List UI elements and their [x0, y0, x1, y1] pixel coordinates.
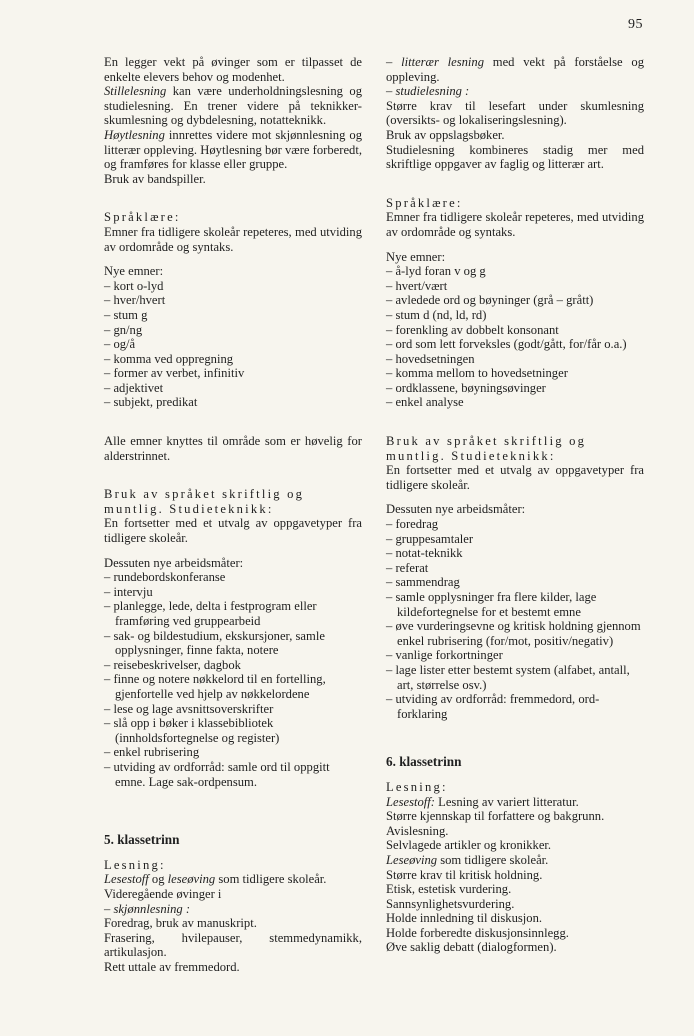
og-word: og: [148, 872, 168, 887]
list-item: – foredrag: [386, 517, 644, 532]
list-item: – stum g: [104, 308, 362, 323]
list-item: – subjekt, predikat: [104, 395, 362, 410]
list-item: – samle opplysninger fra flere kilder, lage kildefortegnelse for et bestemt emne: [386, 590, 644, 619]
bruk-heading: Bruk av språket skriftlig og muntlig. Studieteknikk:: [104, 487, 305, 516]
hoytlesning-term: Høytlesning: [104, 127, 165, 142]
list-item: – lage lister etter bestemt system (alfabet, antall, art, størrelse osv.): [386, 663, 644, 692]
list-item: – gruppesamtaler: [386, 532, 644, 547]
list-item: – utviding av ordforråd: samle ord til oppgitt emne. Lage sak-ordpensum.: [104, 760, 362, 789]
stillelesning-paragraph: [104, 84, 362, 128]
text-line: Holde forberedte diskusjonsinnlegg.: [386, 925, 569, 940]
hoytlesning-text: innrettes videre mot skjønnlesning og litterær oppleving. Høytlesning bør være forberedt, og framføres for klasse eller gruppe.: [104, 127, 362, 172]
text-line: Større kjennskap til forfattere og bakgrunn.: [386, 809, 605, 824]
spraklaere-heading: Språklære:: [386, 195, 463, 210]
list-item: – reisebeskrivelser, dagbok: [104, 658, 362, 673]
lesestoff-term: Lesestoff: [104, 872, 149, 887]
leseoving-term: Leseøving: [386, 852, 438, 867]
rett-uttale-line: Rett uttale av fremmedord.: [104, 959, 240, 974]
list-item: – planlegge, lede, delta i festprogram eller framføring ved gruppearbeid: [104, 599, 362, 628]
page-number: 95: [628, 17, 643, 32]
list-item: – komma mellom to hovedsetninger: [386, 366, 644, 381]
leseoving-term: leseøving: [167, 872, 216, 887]
list-item: – vanlige forkortninger: [386, 648, 644, 663]
klasse5-heading: 5. klassetrinn: [104, 832, 180, 848]
alle-emner-text: Alle emner knyttes til område som er høvelig for alderstrinnet.: [104, 434, 362, 463]
nye-emner-list: [104, 279, 362, 410]
bruk-text: En fortsetter med et utvalg av oppgavetyper fra tidligere skoleår.: [386, 463, 644, 492]
right-column: [386, 55, 644, 955]
list-item: – gn/ng: [104, 323, 362, 338]
skjonnlesning-term: – skjønnlesning :: [104, 901, 191, 916]
list-item: – finne og notere nøkkelord til en fortelling, gjenfortelle ved hjelp av nøkkelordene: [104, 672, 362, 701]
list-item: – slå opp i bøker i klassebibliotek (innholdsfortegnelse og register): [104, 716, 362, 745]
list-item: – hovedsetningen: [386, 352, 644, 367]
bandspiller-line: Bruk av bandspiller.: [104, 171, 206, 186]
list-item: – og/å: [104, 337, 362, 352]
lesestoff-term: Lesestoff:: [386, 794, 435, 809]
lesning-heading: Lesning:: [386, 779, 448, 794]
videregaende-line: Videregående øvinger i: [104, 886, 222, 901]
list-item: – sammendrag: [386, 575, 644, 590]
list-item: – rundebordskonferanse: [104, 570, 362, 585]
list-item: – ordklassene, bøyningsøvinger: [386, 381, 644, 396]
lesestoff-text: som tidligere skoleår.: [215, 872, 327, 887]
nye-emner-list: [386, 264, 644, 410]
nye-emner-heading: Nye emner:: [104, 264, 164, 279]
litterar-line: [386, 55, 644, 84]
nye-emner-heading: Nye emner:: [386, 249, 446, 264]
text-line: Avislesning.: [386, 823, 449, 838]
list-item: – adjektivet: [104, 381, 362, 396]
bruk-heading: Bruk av språket skriftlig og muntlig. Studieteknikk:: [386, 434, 587, 463]
leseoving-line: [386, 853, 644, 868]
list-item: – øve vurderingsevne og kritisk holdning gjennom enkel rubrisering (for/mot, positiv/negativ): [386, 619, 644, 648]
spraklaere-text: Emner fra tidligere skoleår repeteres, med utviding av ordområde og syntaks.: [104, 224, 362, 254]
lesestoff-line: [104, 872, 362, 887]
text-line: Holde innledning til diskusjon.: [386, 911, 543, 926]
spraklaere-text: Emner fra tidligere skoleår repeteres, med utviding av ordområde og syntaks.: [386, 210, 644, 239]
litterar-text: med vekt på forståelse og oppleving.: [386, 55, 644, 84]
text-line: Større krav til kritisk holdning.: [386, 867, 543, 882]
arbeid-heading: Dessuten nye arbeidsmåter:: [104, 555, 244, 570]
oppslag-line: Bruk av oppslagsbøker.: [386, 127, 505, 142]
list-item: – hvert/vært: [386, 279, 644, 294]
text-line: Selvlagede artikler og kronikker.: [386, 838, 552, 853]
list-item: – referat: [386, 561, 644, 576]
list-item: – komma ved oppregning: [104, 352, 362, 367]
stillelesning-text: kan være underholdningslesning og studielesning. En trener videre på teknikker-skumlesning og dybdelesning, notatteknikk.: [104, 84, 362, 128]
left-column: [104, 55, 362, 974]
spraklaere-heading: Språklære:: [104, 210, 181, 225]
frasering-line: Frasering, hvilepauser, stemmedynamikk, artikulasjon.: [104, 930, 362, 960]
list-item: – stum d (nd, ld, rd): [386, 308, 644, 323]
text-line: Etisk, estetisk vurdering.: [386, 882, 512, 897]
list-item: – lese og lage avsnittsoverskrifter: [104, 702, 362, 717]
foredrag-line: Foredrag, bruk av manuskript.: [104, 916, 257, 931]
arbeid-list: [386, 517, 644, 721]
studielesning-term: – studielesning :: [386, 84, 470, 99]
list-item: – forenkling av dobbelt konsonant: [386, 323, 644, 338]
hoytlesning-paragraph: [104, 128, 362, 172]
arbeid-list: [104, 570, 362, 789]
storre-krav-line: Større krav til lesefart under skumlesning (oversikts- og lokaliseringslesning).: [386, 98, 644, 128]
list-item: – sak- og bildestudium, ekskursjoner, samle opplysninger, finne fakta, notere: [104, 629, 362, 658]
list-item: – intervju: [104, 585, 362, 600]
litterar-term: – litterær lesning: [386, 55, 485, 69]
list-item: – hver/hvert: [104, 293, 362, 308]
list-item: – former av verbet, infinitiv: [104, 366, 362, 381]
lesning-heading: Lesning:: [104, 857, 166, 872]
text-line: Sannsynlighetsvurdering.: [386, 896, 515, 911]
intro-paragraph: En legger vekt på øvinger som er tilpasset de enkelte elevers behov og modenhet.: [104, 55, 362, 84]
text-line: Øve saklig debatt (dialogformen).: [386, 940, 557, 955]
arbeid-heading: Dessuten nye arbeidsmåter:: [386, 502, 526, 517]
list-item: – enkel analyse: [386, 395, 644, 410]
lesestoff-line: [386, 795, 644, 810]
bruk-text: En fortsetter med et utvalg av oppgavetyper fra tidligere skoleår.: [104, 516, 362, 546]
lesestoff-text: Lesning av variert litteratur.: [434, 794, 579, 809]
list-item: – utviding av ordforråd: fremmedord, ordforklaring: [386, 692, 644, 721]
stillelesning-term: Stillelesning: [104, 84, 167, 99]
list-item: – notat-teknikk: [386, 546, 644, 561]
studielesning-text: Studielesning kombineres stadig mer med skriftlige oppgaver av faglig og litterær art.: [386, 142, 644, 172]
list-item: – avledede ord og bøyninger (grå – grått): [386, 293, 644, 308]
list-item: – enkel rubrisering: [104, 745, 362, 760]
list-item: – å-lyd foran v og g: [386, 264, 644, 279]
leseoving-text: som tidligere skoleår.: [437, 852, 549, 867]
list-item: – ord som lett forveksles (godt/gått, for/får o.a.): [386, 337, 644, 352]
klasse6-heading: 6. klassetrinn: [386, 754, 462, 770]
list-item: – kort o-lyd: [104, 279, 362, 294]
